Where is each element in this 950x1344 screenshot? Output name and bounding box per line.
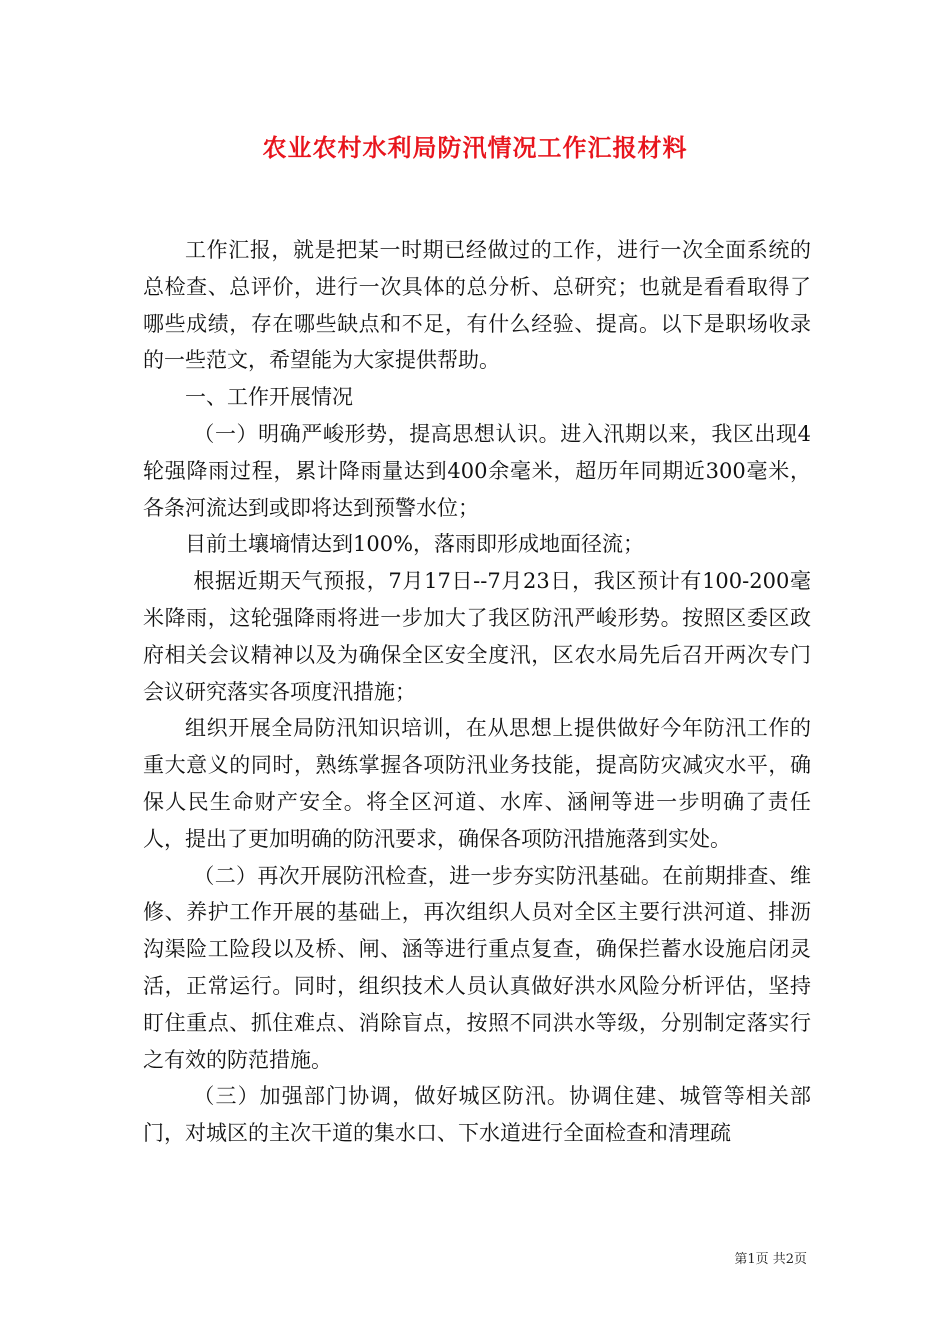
paragraph-intro: 工作汇报，就是把某一时期已经做过的工作，进行一次全面系统的总检查、总评价，进行一次具体的总分析、总研究；也就是看看取得了哪些成绩，存在哪些缺点和不足，有什么经验、提高。以下是职场收录的一些范文，希望能为大家提供帮助。 xyxy=(143,238,811,373)
page-number: 第1页 共2页 xyxy=(734,1252,807,1267)
paragraph-item-1: （一）明确严峻形势，提高思想认识。进入汛期以来，我区出现4轮强降雨过程，累计降雨量达到400余毫米，超历年同期近300毫米，各条河流达到或即将达到预警水位； xyxy=(143,421,811,520)
document-title: 农业农村水利局防汛情况工作汇报材料 xyxy=(262,133,688,162)
document-body xyxy=(143,232,811,1152)
paragraph-item-3: （三）加强部门协调，做好城区防汛。协调住建、城管等相关部门，对城区的主次干道的集水口、下水道进行全面检查和清理疏 xyxy=(143,1084,811,1146)
section-heading: 一、工作开展情况 xyxy=(185,385,353,410)
paragraph-item-2: （二）再次开展防汛检查，进一步夯实防汛基础。在前期排查、维修、养护工作开展的基础上，再次组织人员对全区主要行洪河道、排沥沟渠险工险段以及桥、闸、涵等进行重点复查，确保拦蓄水设施启闭灵活，正常运行。同时，组织技术人员认真做好洪水风险分析评估，坚持盯住重点、抓住难点、消除盲点，按照不同洪水等级，分别制定落实行之有效的防范措施。 xyxy=(143,863,811,1072)
paragraph-soil: 目前土壤墒情达到100%，落雨即形成地面径流； xyxy=(185,532,645,557)
paragraph-forecast: 根据近期天气预报，7月17日--7月23日，我区预计有100-200毫米降雨，这轮强降雨将进一步加大了我区防汛严峻形势。按照区委区政府相关会议精神以及为确保全区安全度汛，区农水局先后召开两次专门会议研究落实各项度汛措施； xyxy=(143,569,811,704)
paragraph-training: 组织开展全局防汛知识培训，在从思想上提供做好今年防汛工作的重大意义的同时，熟练掌握各项防汛业务技能，提高防灾减灾水平，确保人民生命财产安全。将全区河道、水库、涵闸等进一步明确了责任人，提出了更加明确的防汛要求，确保各项防汛措施落到实处。 xyxy=(143,716,811,851)
